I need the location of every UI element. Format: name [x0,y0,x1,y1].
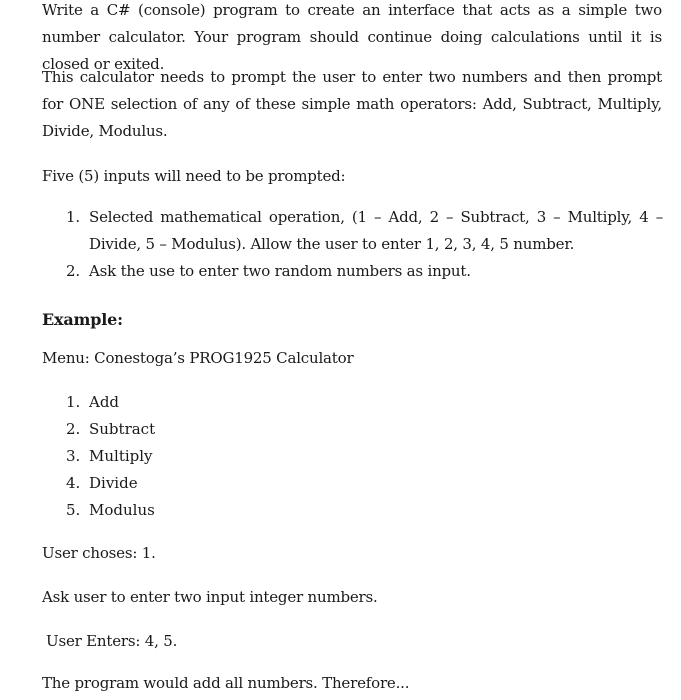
example-heading: Example: [42,310,123,329]
menu-title: Menu: Conestoga’s PROG1925 Calculator [42,349,354,367]
inputs-list [42,204,662,285]
ask-user-text: Ask user to enter two input integer numbers. [42,588,378,606]
user-choses-text: User choses: 1. [42,544,156,562]
list-item-number: 1. [66,208,80,226]
menu-item-number: 3. [66,447,81,465]
menu-item-label: Add [89,393,120,411]
menu-item-number: 4. [66,474,81,492]
requirements-paragraph: This calculator needs to prompt the user to enter two numbers and then prompt for ONE selection of any of these simple math operators: Add, Subtract, Multiply, Divide, Modulus. [42,68,662,140]
program-adds-text: The program would add all numbers. Therefore... [42,674,410,692]
user-enters-text: User Enters: 4, 5. [46,632,178,650]
menu-item-number: 1. [66,393,81,411]
menu-item-number: 2. [66,420,81,438]
menu-item-number: 5. [66,501,81,519]
list-item-text: Selected mathematical operation, (1 – Add, 2 – Subtract, 3 – Multiply, 4 – Divide, 5 – Modulus). Allow the user to enter 1, 2, 3, 4, 5 number. [89,208,663,253]
list-item-text: Ask the use to enter two random numbers as input. [89,262,471,280]
menu-item-label: Divide [89,474,138,492]
list-item-number: 2. [66,262,80,280]
list-item [42,258,662,285]
menu-item-label: Multiply [89,447,153,465]
list-item [42,204,662,258]
intro-paragraph: Write a C# (console) program to create an interface that acts as a simple two number calculator. Your program should continue doing calculations until it is closed or exited. [42,1,662,73]
inputs-heading: Five (5) inputs will need to be prompted: [42,167,346,185]
menu-item-label: Modulus [89,501,155,519]
menu-item-label: Subtract [89,420,156,438]
